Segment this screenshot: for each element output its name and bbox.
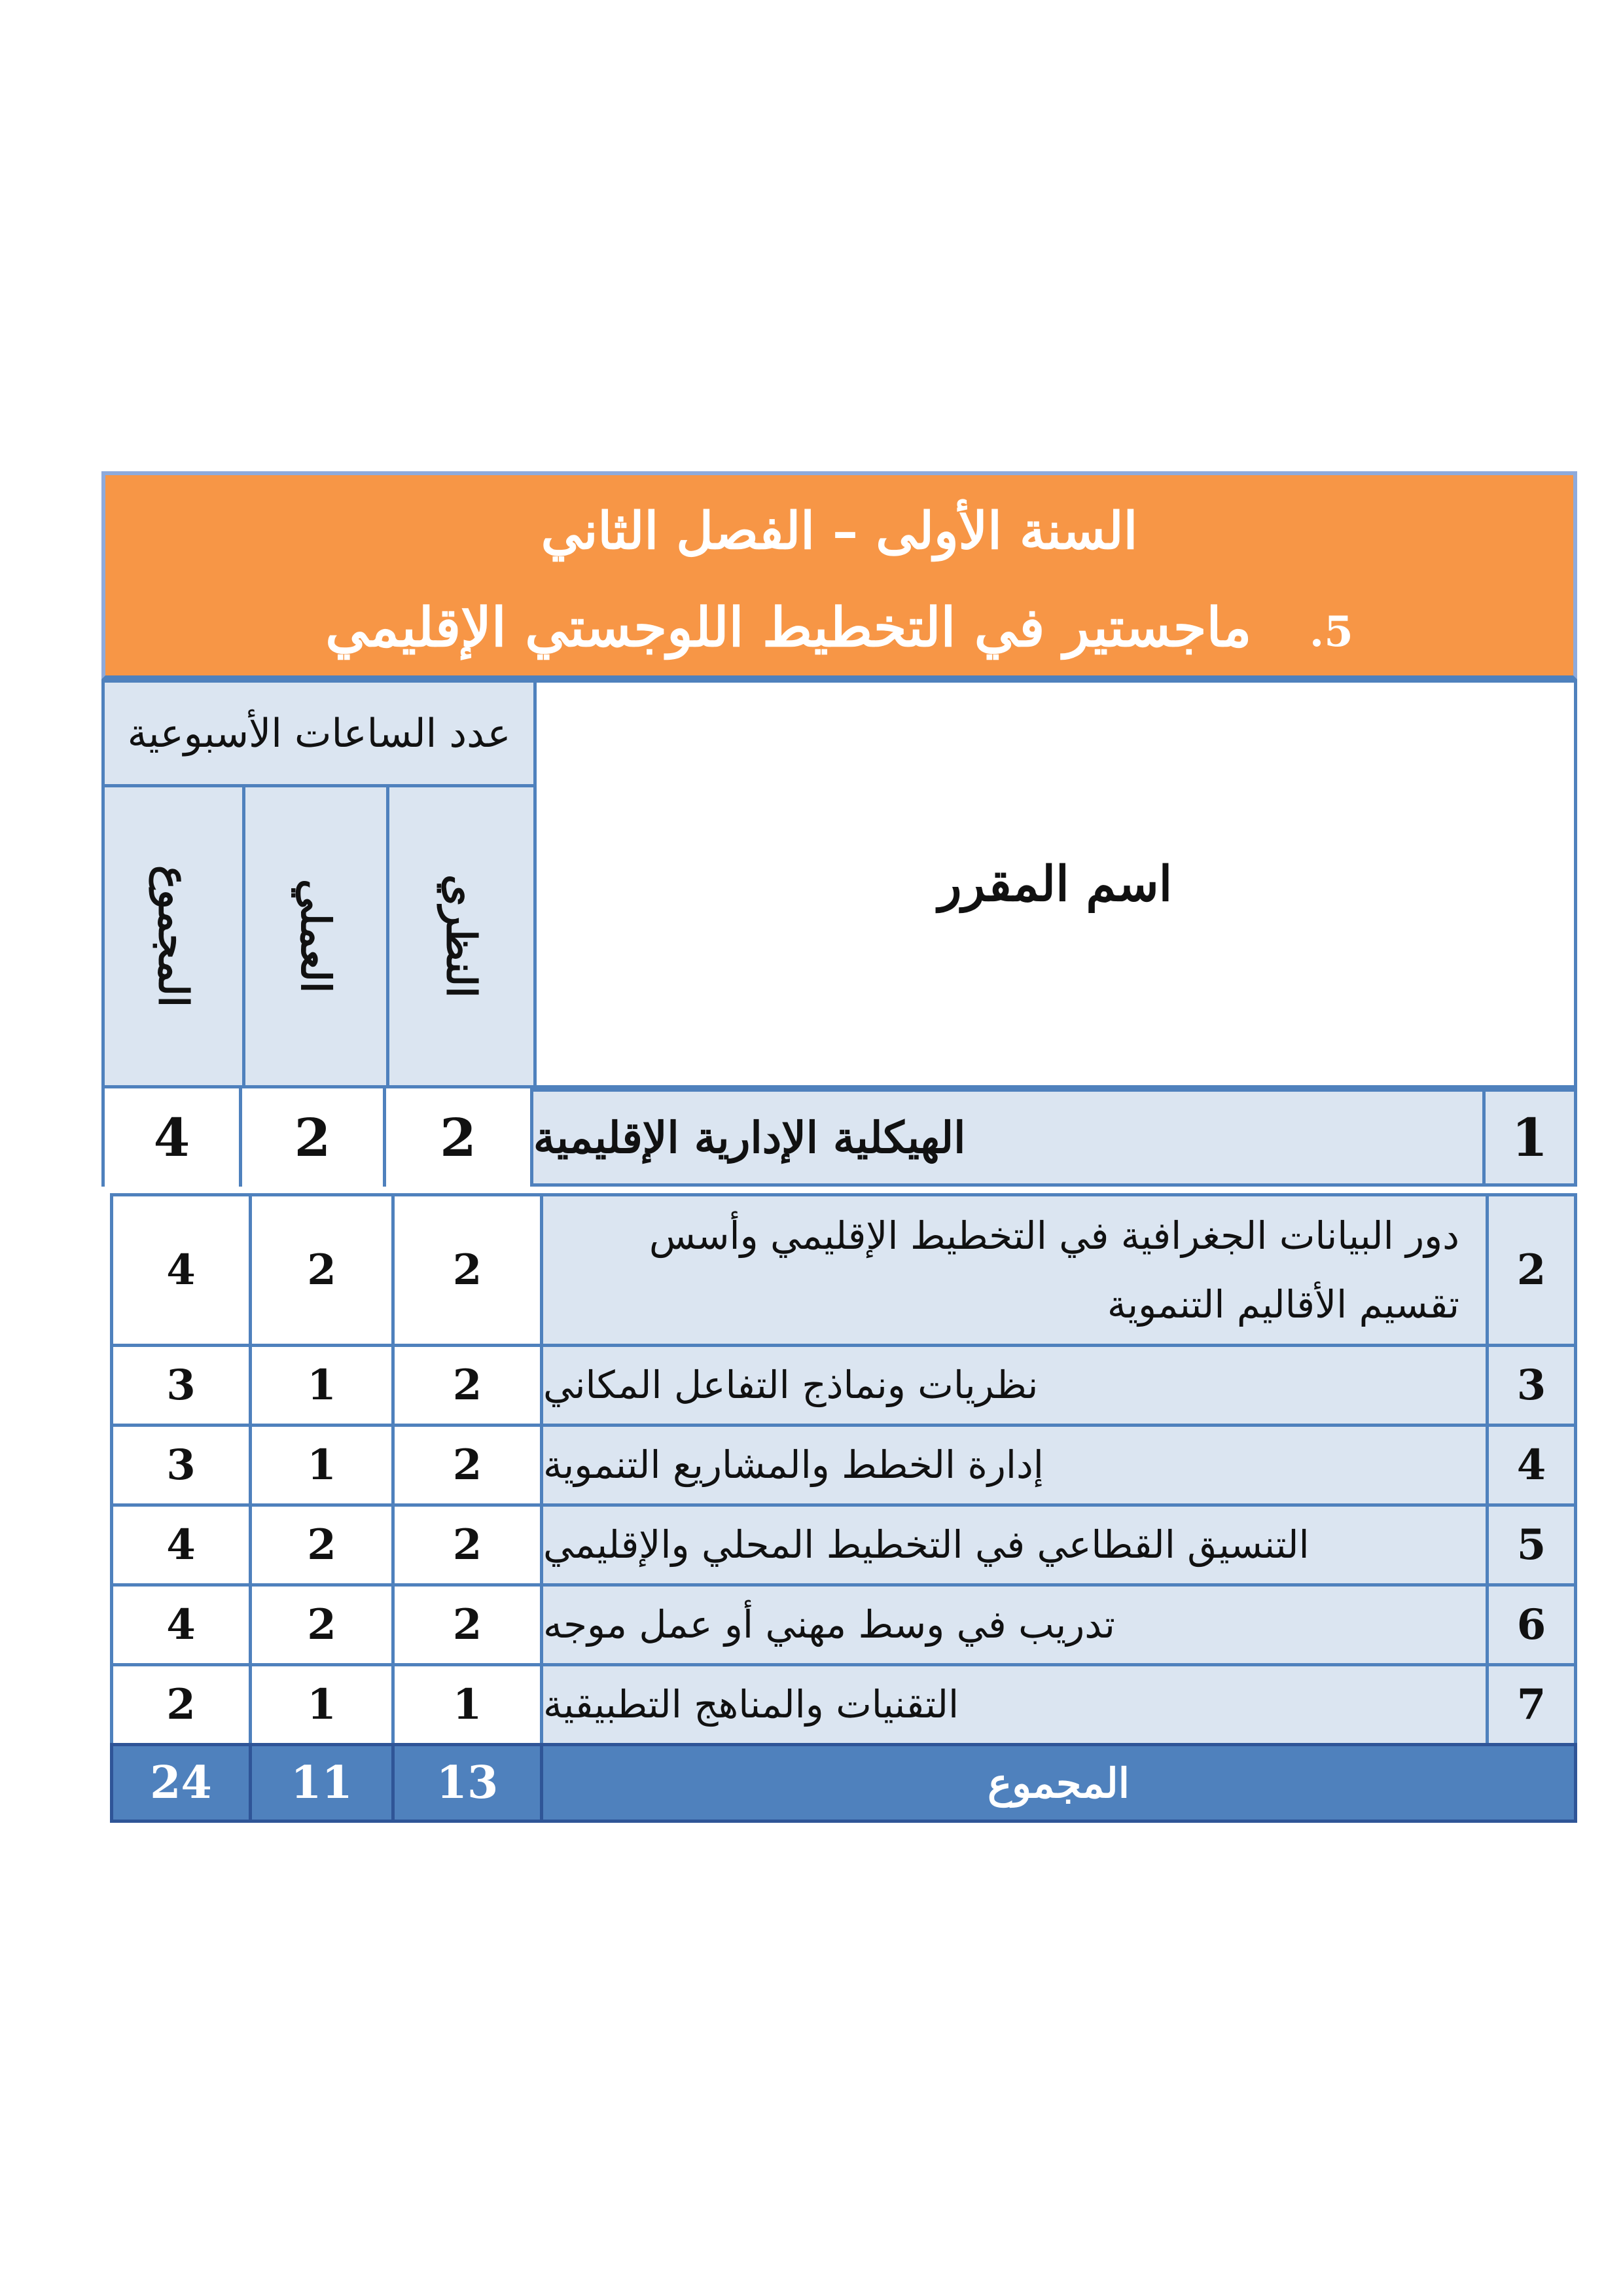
row2-theoretical: 2 xyxy=(391,1193,543,1347)
row5-index: 5 xyxy=(1486,1503,1577,1587)
row6-course: تدريب في وسط مهني أو عمل موجه xyxy=(540,1583,1489,1666)
col-practical-label: العملي xyxy=(292,879,340,994)
row5-course: التنسيق القطاعي في التخطيط المحلي والإقليمي xyxy=(540,1503,1489,1587)
row4-practical: 1 xyxy=(249,1424,395,1507)
row7-theoretical: 1 xyxy=(391,1663,543,1746)
row3-course: نظريات ونماذج التفاعل المكاني xyxy=(540,1344,1489,1427)
row6-index: 6 xyxy=(1486,1583,1577,1666)
row6-total: 4 xyxy=(110,1583,252,1666)
course-name-header: اسم المقرر xyxy=(533,679,1577,1088)
col-theoretical-header xyxy=(386,784,537,1088)
year-semester-title: السنة الأولى – الفصل الثاني xyxy=(541,501,1138,561)
row3-total: 3 xyxy=(110,1344,252,1427)
row1-theoretical: 2 xyxy=(386,1088,533,1187)
row3-theoretical: 2 xyxy=(391,1344,543,1427)
row2-index: 2 xyxy=(1486,1193,1577,1347)
row1-index: 1 xyxy=(1482,1088,1577,1187)
row4-course: إدارة الخطط والمشاريع التنموية xyxy=(540,1424,1489,1507)
row7-index: 7 xyxy=(1486,1663,1577,1746)
row1-total: 4 xyxy=(101,1088,242,1187)
row7-practical: 1 xyxy=(249,1663,395,1746)
row1-practical: 2 xyxy=(242,1088,386,1187)
col-total-header xyxy=(101,784,245,1088)
row6-theoretical: 2 xyxy=(391,1583,543,1666)
col-practical-header xyxy=(242,784,389,1088)
row4-theoretical: 2 xyxy=(391,1424,543,1507)
program-title xyxy=(105,596,1573,659)
row5-practical: 2 xyxy=(249,1503,395,1587)
totals-practical: 11 xyxy=(249,1743,395,1823)
row5-total: 4 xyxy=(110,1503,252,1587)
totals-label: المجموع xyxy=(540,1743,1577,1823)
totals-theoretical: 13 xyxy=(391,1743,543,1823)
row4-index: 4 xyxy=(1486,1424,1577,1507)
col-total-label: المجموع xyxy=(149,865,198,1007)
row3-practical: 1 xyxy=(249,1344,395,1427)
row2-practical: 2 xyxy=(249,1193,395,1347)
program-name: ماجستير في التخطيط اللوجستي الإقليمي xyxy=(325,596,1252,659)
row6-practical: 2 xyxy=(249,1583,395,1666)
weekly-hours-header: عدد الساعات الأسبوعية xyxy=(101,679,537,787)
row5-theoretical: 2 xyxy=(391,1503,543,1587)
row7-total: 2 xyxy=(110,1663,252,1746)
table-header-band xyxy=(101,471,1577,679)
row1-course: الهيكلية الإدارية الإقليمية xyxy=(533,1088,1486,1187)
row3-index: 3 xyxy=(1486,1344,1577,1427)
row4-total: 3 xyxy=(110,1424,252,1507)
totals-total: 24 xyxy=(110,1743,252,1823)
program-number: 5. xyxy=(1309,607,1353,656)
col-theoretical-label: النظري xyxy=(437,874,486,998)
row7-course: التقنيات والمناهج التطبيقية xyxy=(540,1663,1489,1746)
row2-course: دور البيانات الجغرافية في التخطيط الإقليمي وأسس تقسيم الأقاليم التنموية xyxy=(540,1193,1489,1347)
row2-total: 4 xyxy=(110,1193,252,1347)
